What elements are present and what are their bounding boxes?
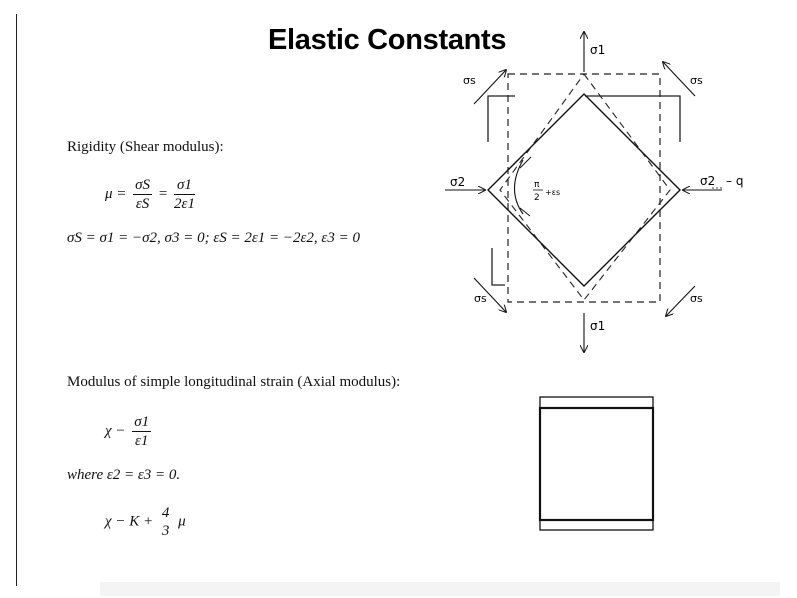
axial-fraction-denominator: ε1 bbox=[134, 433, 149, 449]
shear-conditions: σS = σ1 = −σ2, σ3 = 0; εS = 2ε1 = −2ε2, ε3 = 0 bbox=[67, 230, 360, 246]
sigma2-left-label: σ2 bbox=[450, 175, 466, 189]
undeformed-square-dashed bbox=[508, 74, 660, 302]
sigma-s-top-right-label: σs bbox=[690, 74, 703, 87]
sigma1-bottom-label: σ1 bbox=[590, 319, 606, 333]
axial-heading: Modulus of simple longitudinal strain (Axial modulus): bbox=[67, 374, 401, 390]
original-diamond-dashed bbox=[500, 74, 670, 300]
slide-title: Elastic Constants bbox=[268, 24, 507, 56]
mu-symbol: μ = bbox=[105, 185, 127, 202]
shear-fraction-1-numerator: σS bbox=[135, 177, 151, 193]
axial-specimen-deformed bbox=[540, 408, 653, 520]
shear-fraction-2-denominator: 2ε1 bbox=[174, 196, 195, 212]
angle-eps-s: +εs bbox=[545, 188, 561, 197]
deformed-frame-top-right bbox=[585, 96, 680, 142]
sigma-s-bottom-right-label: σs bbox=[690, 292, 703, 305]
deformed-diamond bbox=[488, 94, 680, 286]
sigma-s-bottom-left-label: σs bbox=[474, 292, 487, 305]
axial-where-clause: where ε2 = ε3 = 0. bbox=[67, 467, 181, 483]
sigma2-right-label: σ2 bbox=[700, 174, 716, 188]
four-thirds-denominator: 3 bbox=[161, 523, 170, 539]
angle-two: 2 bbox=[534, 193, 540, 203]
shear-fraction-1-denominator: εS bbox=[135, 196, 150, 212]
angle-pi: π bbox=[534, 180, 540, 190]
axial-specimen-outline bbox=[540, 397, 653, 530]
four-thirds-numerator: 4 bbox=[161, 505, 170, 521]
axial-fraction-numerator: σ1 bbox=[134, 414, 150, 430]
chi-k-prefix: χ − K + bbox=[105, 513, 154, 530]
deformed-frame-top-left bbox=[488, 96, 515, 142]
sigma1-top-label: σ1 bbox=[590, 43, 606, 57]
minus-q-label: – q bbox=[726, 174, 744, 188]
shear-arrow-top-left bbox=[474, 70, 506, 104]
rigidity-heading: Rigidity (Shear modulus): bbox=[67, 139, 224, 155]
sigma-s-top-left-label: σs bbox=[463, 74, 476, 87]
chi-symbol: χ − bbox=[105, 422, 126, 439]
equals-sign: = bbox=[158, 185, 168, 202]
mu-suffix: μ bbox=[178, 513, 186, 530]
shear-fraction-2-numerator: σ1 bbox=[174, 176, 195, 195]
deformed-frame-bottom-left bbox=[492, 248, 505, 285]
bottom-shadow-band bbox=[100, 582, 780, 596]
